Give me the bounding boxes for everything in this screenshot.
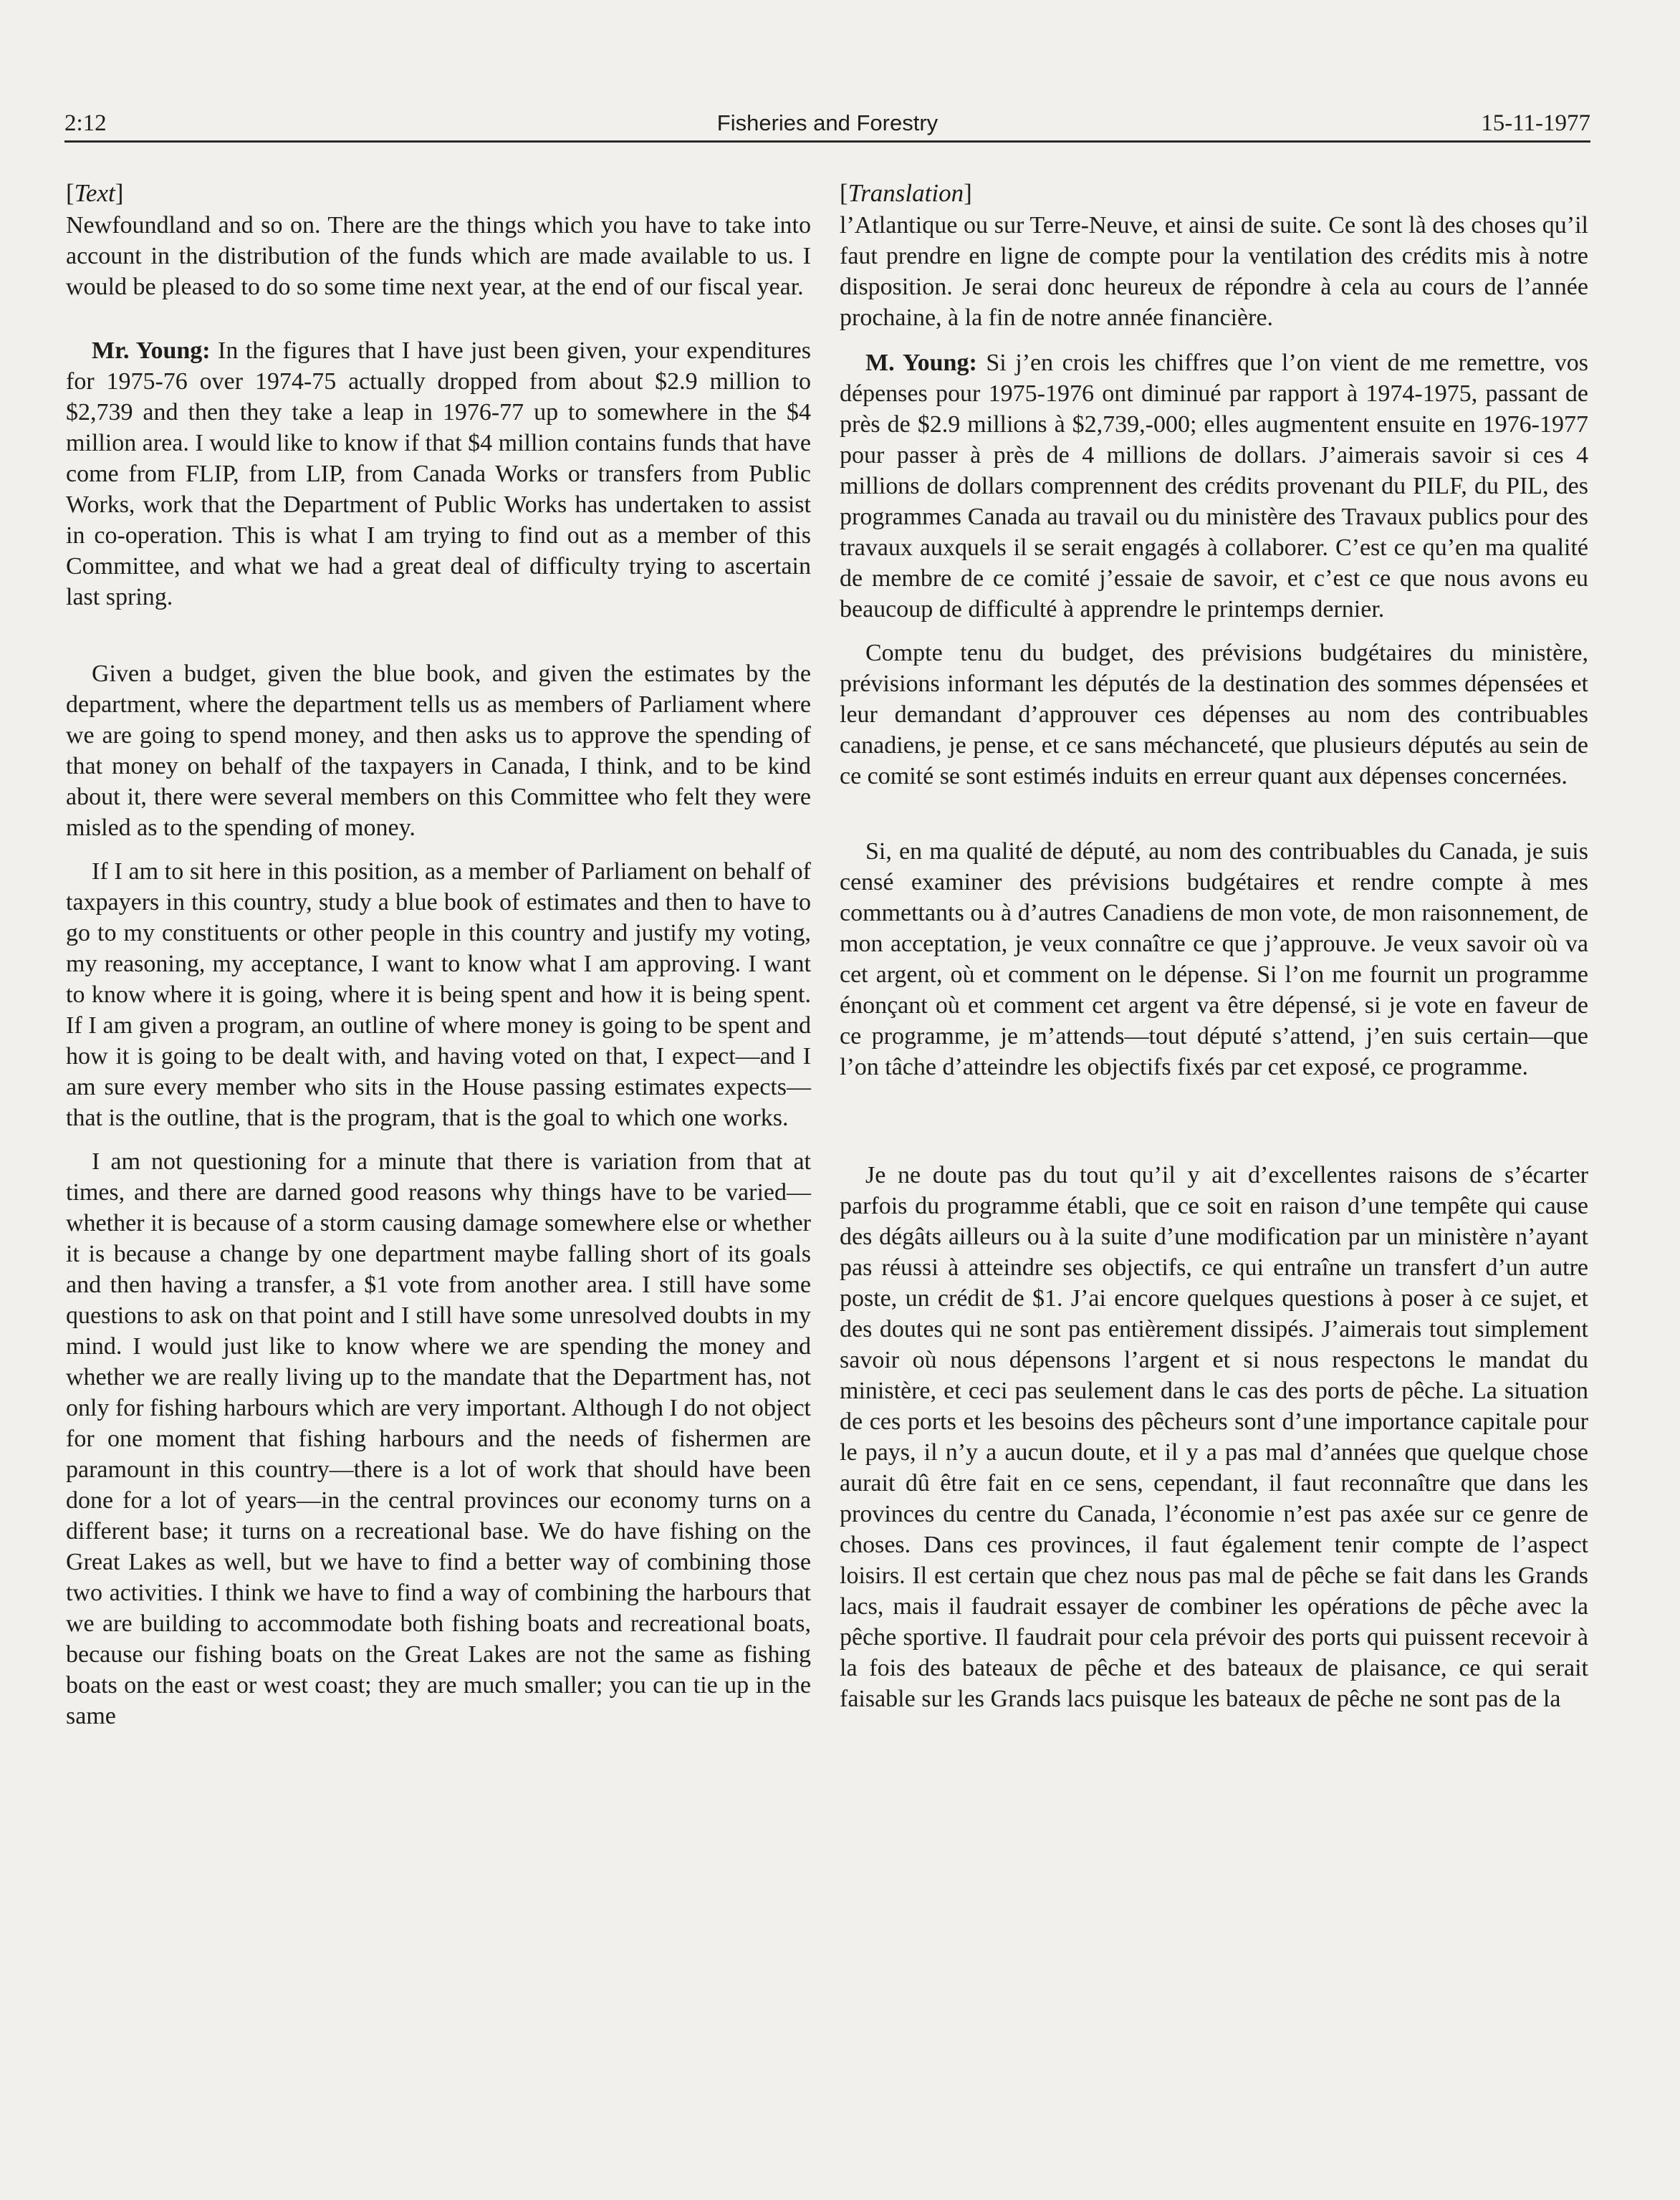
- french-column: [840, 178, 1588, 1714]
- paragraph: Compte tenu du budget, des prévisions budgétaires du ministère, prévisions informant les députés de la destination des sommes dépensées et leur demandant d’approuver ces dépenses au nom des contribuables canadiens, je pense, et ce sans méchanceté, que plusieurs députés au sein de ce comité se sont estimés induits en erreur quant aux dépenses concernées.: [840, 640, 1588, 789]
- header-rule: [64, 140, 1590, 143]
- running-title: Fisheries and Forestry: [716, 110, 939, 135]
- paragraph: Newfoundland and so on. There are the things which you have to take into account in the distribution of the funds which are made available to us. I would be pleased to do so some time next year, at the end of our fiscal year.: [66, 212, 811, 300]
- paragraph: If I am to sit here in this position, as a member of Parliament on behalf of taxpayers in this country, study a blue book of estimates and then to have to go to my constituents or other people in this country and justify my voting, my reasoning, my acceptance, I want to know what I am approving. I want to know where it is going, where it is being spent and how it is being spent. If I am given a program, an outline of where money is going to be spent and how it is going to be dealt with, and having voted on that, I expect—and I am sure every member who sits in the House passing estimates expects—that is the outline, that is the program, that is the goal to which one works.: [66, 858, 811, 1131]
- paragraph: Given a budget, given the blue book, and given the estimates by the department, where the department tells us as members of Parliament where we are going to spend money, and then asks us to approve the spending of that money on behalf of the taxpayers in Canada, I think, and to be kind about it, there were several members on this Committee who felt they were misled as to the spending of money.: [66, 661, 811, 841]
- paragraph: Je ne doute pas du tout qu’il y ait d’excellentes raisons de s’écarter parfois du programme établi, que ce soit en raison d’une tempête qui cause des dégâts ailleurs ou à la suite d’une modification par un ministère n’ayant pas réussi à atteindre ses objectifs, ce qui entraîne un transfert d’un autre poste, un crédit de $1. J’ai encore quelques questions à poser à ce sujet, et des doutes qui ne sont pas entièrement dissipés. J’aimerais tout simplement savoir où nous dépensons l’argent et si nous respectons le mandat du ministère, et ceci pas seulement dans le cas des ports de pêche. La situation de ces ports et les besoins des pêcheurs sont d’une importance capitale pour le pays, il n’y a aucun doute, et il y a pas mal d’années que quelque chose aurait dû être fait en ce sens, cependant, il faut reconnaître que dans les provinces du centre du Canada, l’économie n’est pas axée sur ce genre de choses. Dans ces provinces, il faut également tenir compte de l’aspect loisirs. Il est certain que chez nous pas mal de pêche se fait dans les Grands lacs, mais il faudrait essayer de combiner les opérations de pêche avec la pêche sportive. Il faudrait pour cela prévoir des ports qui puissent recevoir à la fois des bateaux de pêche et des bateaux de plaisance, ce qui serait faisable sur les Grands lacs puisque les bateaux de pêche ne sont pas de la: [840, 1162, 1588, 1712]
- paragraph: Mr. Young: In the figures that I have just been given, your expenditures for 1975-76 over 1974-75 actually dropped from about $2.9 million to $2,739 and then they take a leap in 1976-77 up to somewhere in the $4 million area. I would like to know if that $4 million contains funds that have come from FLIP, from LIP, from Canada Works or transfers from Public Works, work that the Department of Public Works has undertaken to assist in co-operation. This is what I am trying to find out as a member of this Committee, and what we had a great deal of difficulty trying to ascertain last spring.: [66, 337, 811, 610]
- paragraph: Si, en ma qualité de député, au nom des contribuables du Canada, je suis censé examiner des prévisions budgétaires et rendre compte à mes commettants ou à d’autres Canadiens de mon vote, de mon raisonnement, de mon acceptation, je veux connaître ce que j’approuve. Je veux savoir où va cet argent, où et comment on le dépense. Si l’on me fournit un programme énonçant où et comment cet argent va être dépensé, si je vote en faveur de ce programme, je m’attends—tout député s’attend, j’en suis certain—que l’on tâche d’atteindre les objectifs fixés par cet exposé, ce programme.: [840, 838, 1588, 1080]
- english-column: [66, 178, 811, 1731]
- paragraph: l’Atlantique ou sur Terre-Neuve, et ainsi de suite. Ce sont là des choses qu’il faut prendre en ligne de compte pour la ventilation des crédits mis à notre disposition. Je serai donc heureux de répondre à cela au cours de l’année prochaine, à la fin de notre année financière.: [840, 212, 1588, 331]
- translation-label: [Translation]: [840, 179, 972, 207]
- text-label: [Text]: [66, 179, 124, 207]
- date: 15-11-1977: [1481, 110, 1590, 136]
- speaker-name: M. Young:: [865, 350, 977, 376]
- paragraph: I am not questioning for a minute that there is variation from that at times, and there are darned good reasons why things have to be varied—whether it is because of a storm causing damage somewhere else or whether it is because a change by one department maybe falling short of its goals and then having a transfer, a $1 vote from another area. I still have some questions to ask on that point and I still have some unresolved doubts in my mind. I would just like to know where we are spending the money and whether we are really living up to the mandate that the Department has, not only for fishing harbours which are very important. Although I do not object for one moment that fishing harbours and the needs of fishermen are paramount in this country—there is a lot of work that should have been done for a lot of years—in the central provinces our economy turns on a different base; it turns on a recreational base. We do have fishing on the Great Lakes as well, but we have to find a better way of combining those two activities. I think we have to find a way of combining the harbours that we are building to accommodate both fishing boats and recreational boats, because our fishing boats on the Great Lakes are not the same as fishing boats on the east or west coast; they are much smaller; you can tie up in the same: [66, 1148, 811, 1729]
- page-header: [64, 107, 1590, 143]
- speaker-name: Mr. Young:: [92, 337, 211, 364]
- paragraph: M. Young: Si j’en crois les chiffres que l’on vient de me remettre, vos dépenses pour 1975-1976 ont diminué par rapport à 1974-1975, passant de près de $2.9 millions à $2,739,-000; elles augmentent ensuite en 1976-1977 pour passer à près de 4 millions de dollars. J’aimerais savoir si ces 4 millions de dollars comprennent des crédits provenant du PILF, du PIL, des programmes Canada au travail ou du ministère des Travaux publics pour des travaux auxquels il se serait engagés à collaborer. C’est ce qu’en ma qualité de membre de ce comité j’essaie de savoir, et c’est ce que nous avons eu beaucoup de difficulté à apprendre le printemps dernier.: [840, 350, 1588, 623]
- page-number: 2:12: [64, 110, 107, 136]
